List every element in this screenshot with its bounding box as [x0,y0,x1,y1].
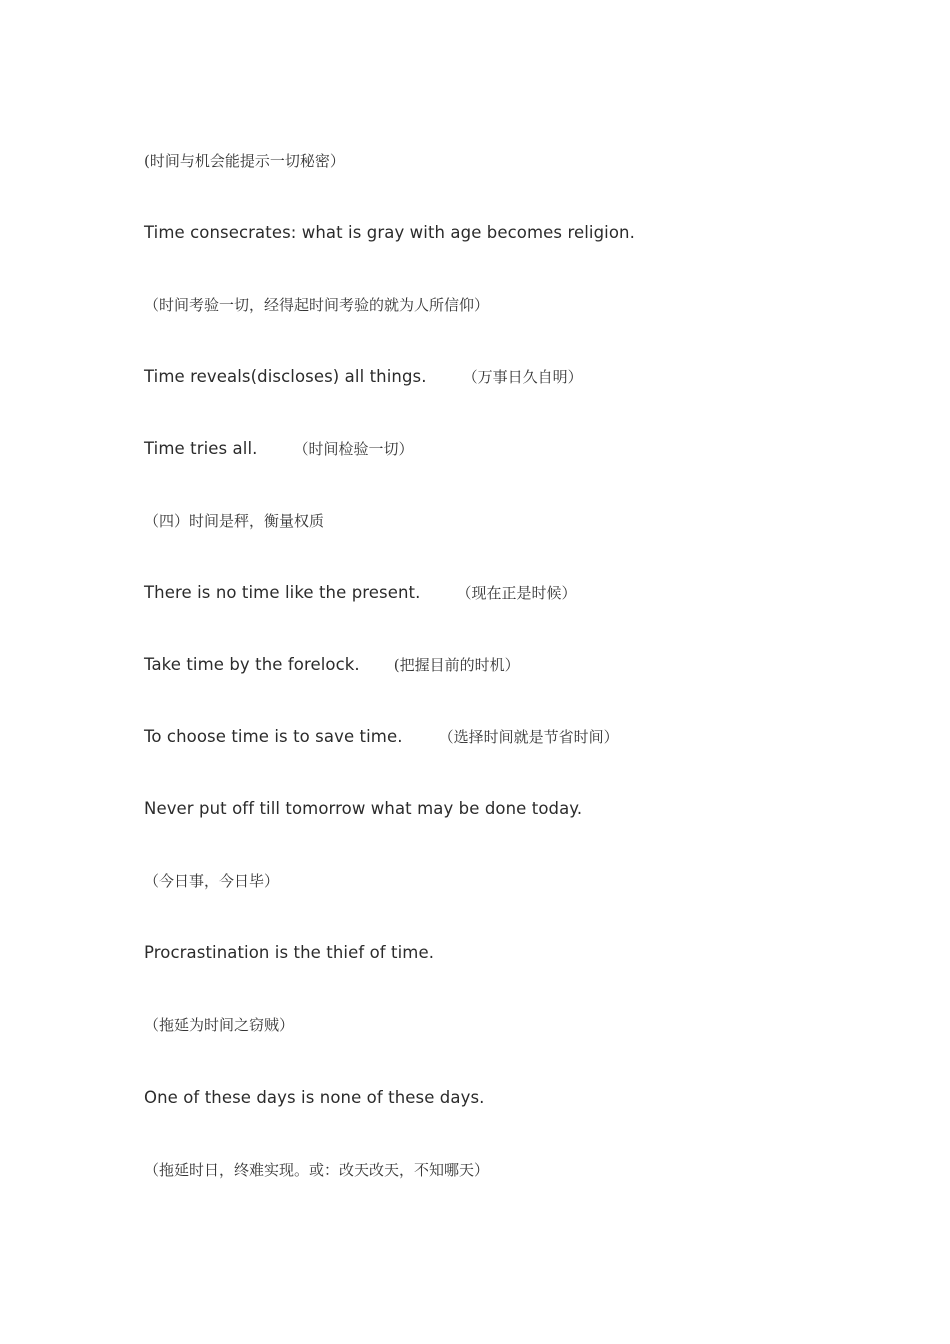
text-line [144,365,583,389]
text-line [144,437,414,461]
section-heading [144,509,324,533]
english-text: Never put off till tomorrow what may be done today. [144,799,583,818]
english-text: There is no time like the present. [144,583,421,602]
english-text: One of these days is none of these days. [144,1088,485,1107]
chinese-text: （现在正是时候） [456,584,577,602]
english-text: Time reveals(discloses) all things. [144,367,427,386]
text-line [144,869,279,893]
chinese-text: （今日事，今日毕） [144,872,280,890]
text-line [144,941,434,965]
chinese-text: （时间检验一切） [293,440,414,458]
english-text: Time consecrates: what is gray with age becomes religion. [144,223,635,242]
text-line [144,293,489,317]
text-line [144,581,577,605]
text-line [144,1086,485,1110]
chinese-text: （拖延为时间之窃贼） [144,1016,295,1034]
text-line [144,1013,294,1037]
english-text: Time tries all. [144,439,258,458]
text-line [144,797,582,821]
chinese-text: （时间考验一切，经得起时间考验的就为人所信仰） [144,296,490,314]
chinese-text: （拖延时日，终难实现。或：改天改天，不知哪天） [144,1161,490,1179]
text-line [144,725,619,749]
text-line [144,221,635,245]
chinese-text: (把握目前的时机） [393,656,520,674]
chinese-text: （选择时间就是节省时间） [438,728,619,746]
english-text: Procrastination is the thief of time. [144,943,435,962]
chinese-text: (时间与机会能提示一切秘密） [144,152,345,170]
english-text: Take time by the forelock. [144,655,360,674]
chinese-text: （四）时间是秤，衡量权质 [144,512,325,530]
text-line [144,1158,489,1182]
text-line [144,653,520,677]
chinese-text: （万事日久自明） [462,368,583,386]
english-text: To choose time is to save time. [144,727,403,746]
text-line [144,149,345,173]
